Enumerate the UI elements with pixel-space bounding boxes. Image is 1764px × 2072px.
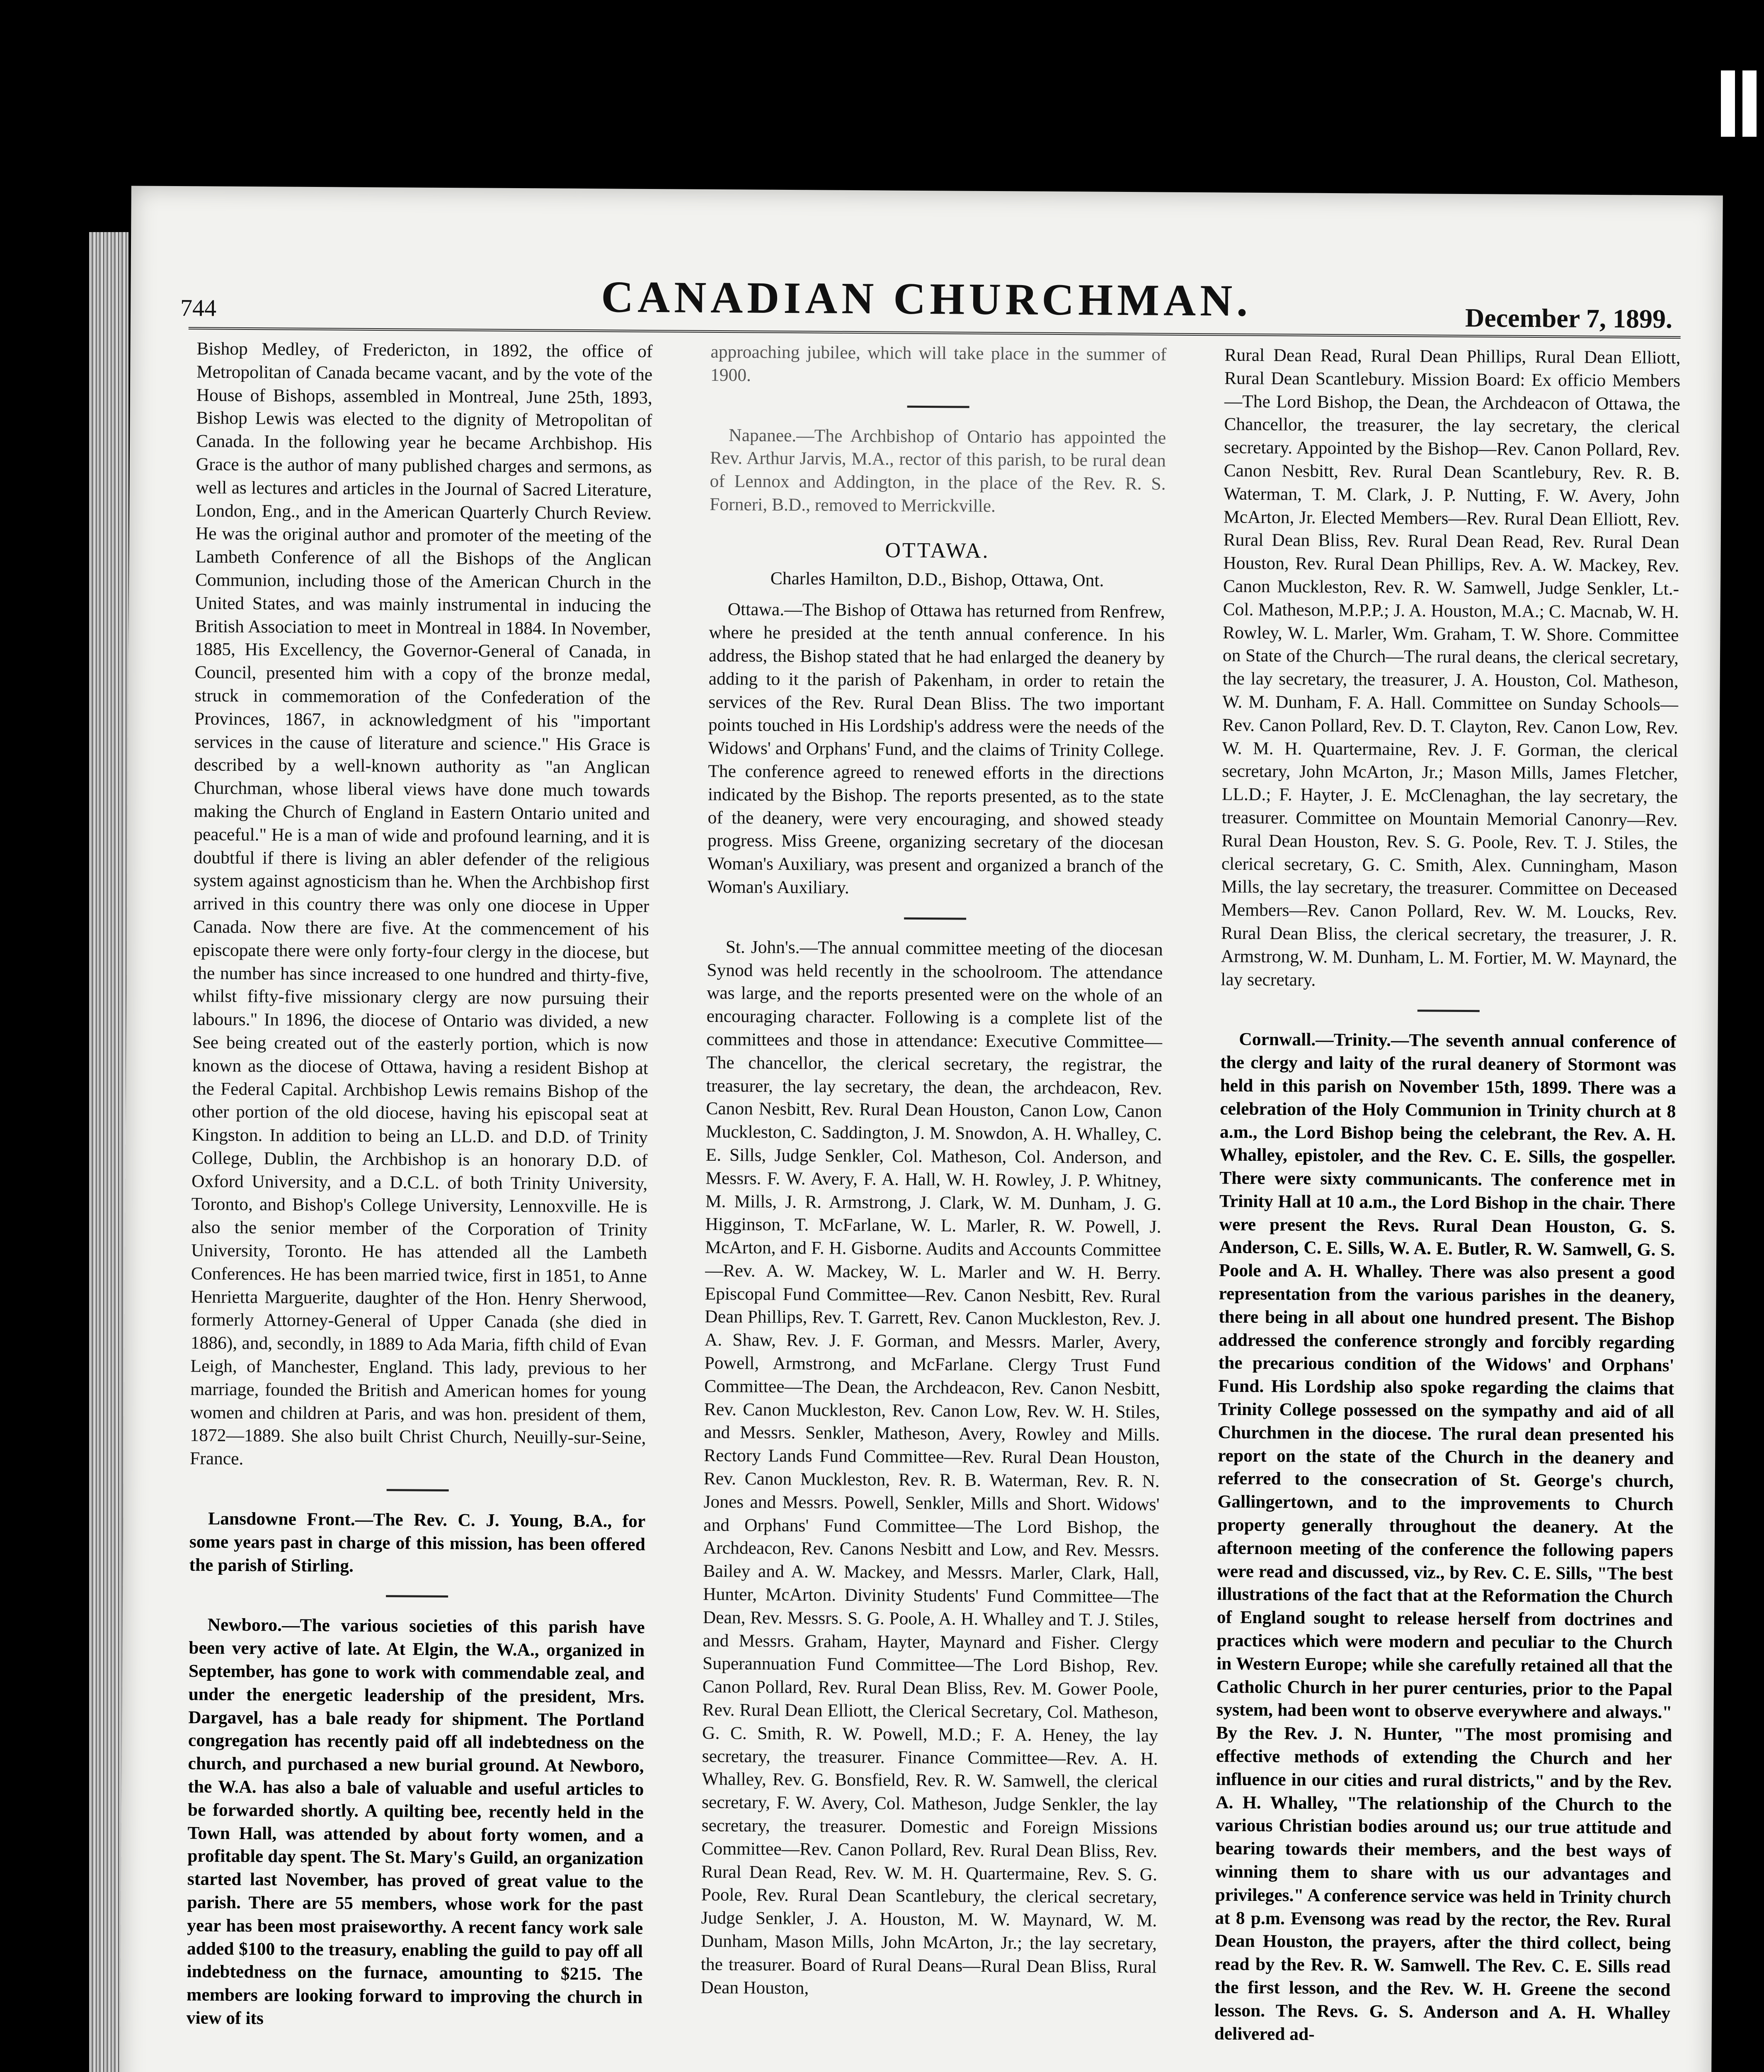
- article-paragraph: approaching jubilee, which will take place in the summer of 1900.: [710, 341, 1167, 385]
- separator: [1418, 1010, 1480, 1012]
- article-paragraph: Rural Dean Read, Rural Dean Phillips, Rural Dean Elliott, Rural Dean Scantlebury. Mission Board: Ex officio Members—The Lord Bishop, the Dean, the Archdeacon of Ottawa, the Chancellor, the treasurer, the lay secretary, the clerical secretary. Appointed by the Bishop—Rev. Canon Pollard, Rev. Canon Nesbitt, Rev. Rural Dean Scantlebury, Rev. R. B. Waterman, T. M. Clark, J. P. Nutting, F. W. Avery, John McArton, Jr. Elected Members—Rev. Rural Dean Elliott, Rev. Rural Dean Bliss, Rev. Rural Dean Read, Rev. Rural Dean Houston, Rev. Rural Dean Phillips, Rev. A. W. Mackey, Rev. Canon Muckleston, Rev. R. W. Samwell, Judge Senkler, Lt.-Col. Matheson, M.P.P.; J. A. Houston, M.A.; C. Macnab, W. H. Rowley, W. L. Marler, Wm. Graham, T. W. Shore. Committee on State of the Church—The rural deans, the clerical secretary, the lay secretary, the treasurer, J. A. Houston, Col. Matheson, W. M. Dunham, F. A. Hall. Committee on Sunday Schools—Rev. Canon Pollard, Rev. D. T. Clayton, Rev. Canon Low, Rev. W. M. H. Quartermaine, Rev. J. F. Gorman, the clerical secretary, John McArton, Jr.; Mason Mills, James Fletcher, LL.D.; F. Hayter, J. E. McClenaghan, the lay secretary, the treasurer. Committee on Mountain Memorial Canonry—Rev. Rural Dean Houston, Rev. S. G. Poole, Rev. T. J. Stiles, the clerical secretary, G. C. Smith, Alex. Cunningham, Mason Mills, the lay secretary, the treasurer. Committee on Deceased Members—Rev. Canon Pollard, Rev. W. M. Loucks, Rev. Rural Dean Bliss, the clerical secretary, the treasurer, J. R. Armstrong, W. M. Dunham, L. M. Fortier, M. W. Maynard, the lay secretary.: [1221, 345, 1681, 990]
- page-header: [131, 269, 1723, 336]
- article-paragraph: St. John's.—The annual committee meeting of the diocesan Synod was held recently in the schoolroom. The attendance was large, and the reports presented were on the whole of an encouraging character. Following is a complete list of the committees and those in attendance: Executive Committee—The chancellor, the clerical secretary, the registrar, the treasurer, the lay secretary, the dean, the archdeacon, Rev. Canon Nesbitt, Rev. Rural Dean Houston, Canon Low, Canon Muckleston, C. Saddington, J. M. Snowdon, A. H. Whalley, C. E. Sills, Judge Senkler, Col. Matheson, Col. Anderson, and Messrs. F. W. Avery, F. A. Hall, W. H. Rowley, J. P. Whitney, M. Mills, J. R. Armstrong, J. Clark, W. M. Dunham, J. G. Higginson, T. McFarlane, W. L. Marler, R. W. Powell, J. McArton, and F. H. Gisborne. Audits and Accounts Committee—Rev. A. W. Mackey, W. L. Marler and W. H. Berry. Episcopal Fund Committee—Rev. Canon Nesbitt, Rev. Rural Dean Phillips, Rev. T. Garrett, Rev. Canon Muckleston, Rev. J. A. Shaw, Rev. J. F. Gorman, and Messrs. Marler, Avery, Powell, Armstrong, and McFarlane. Clergy Trust Fund Committee—The Dean, the Archdeacon, Rev. Canon Nesbitt, Rev. Canon Muckleston, Rev. Canon Low, Rev. W. H. Stiles, and Messrs. Senkler, Matheson, Avery, Rowley and Mills. Rectory Lands Fund Committee—Rev. Rural Dean Houston, Rev. Canon Muckleston, Rev. R. B. Waterman, Rev. R. N. Jones and Messrs. Powell, Senkler, Mills and Short. Widows' and Orphans' Fund Committee—The Lord Bishop, the Archdeacon, Rev. Canons Nesbitt and Low, and Rev. Messrs. Bailey and A. W. Mackey, and Messrs. Marler, Clark, Hall, Hunter, McArton. Divinity Students' Fund Committee—The Dean, Rev. Messrs. S. G. Poole, A. H. Whalley and T. J. Stiles, and Messrs. Graham, Hayter, Maynard and Fisher. Clergy Superannuation Fund Committee—The Lord Bishop, Rev. Canon Pollard, Rev. Rural Dean Bliss, Rev. M. Gower Poole, Rev. Rural Dean Elliott, the Clerical Secretary, Col. Matheson, G. C. Smith, R. W. Powell, M.D.; F. A. Heney, the lay secretary, the treasurer. Finance Committee—Rev. A. H. Whalley, Rev. G. Bonsfield, Rev. R. W. Samwell, the clerical secretary, F. W. Avery, Col. Matheson, Judge Senkler, the lay secretary, the treasurer. Domestic and Foreign Missions Committee—Rev. Canon Pollard, Rev. Rural Dean Bliss, Rev. Rural Dean Read, Rev. W. M. H. Quartermaine, Rev. S. G. Poole, Rev. Rural Dean Scantlebury, the clerical secretary, Judge Senkler, J. A. Houston, M. W. Maynard, W. M. Dunham, Mason Mills, John McArton, Jr.; the lay secretary, the treasurer. Board of Rural Deans—Rural Dean Bliss, Rural Dean Houston,: [700, 937, 1163, 1998]
- article-paragraph: Lansdowne Front.—The Rev. C. J. Young, B.A., for some years past in charge of this mission, has been offered the parish of Stirling.: [189, 1508, 646, 1576]
- article-paragraph: Napanee.—The Archbishop of Ontario has appointed the Rev. Arthur Jarvis, M.A., rector of this parish, to be rural dean of Lennox and Addington, in the place of the Rev. R. S. Forneri, B.D., removed to Merrickville.: [710, 425, 1166, 516]
- separator: [907, 405, 969, 408]
- section-subheading: Charles Hamilton, D.D., Bishop, Ottawa, Ont.: [770, 568, 1104, 591]
- column-3: [1212, 344, 1681, 2072]
- newspaper-page: [117, 186, 1723, 2072]
- separator: [387, 1489, 449, 1491]
- article-paragraph: Newboro.—The various societies of this parish have been very active of late. At Elgin, the W.A., organized in September, has gone to work with commendable zeal, and under the energetic leadership of the president, Mrs. Dargavel, has a bale ready for shipment. The Portland congregation has recently paid off all indebtedness on the church, and purchased a new burial ground. At Newboro, the W.A. has also a bale of valuable and useful articles to be forwarded shortly. A quilting bee, recently held in the Town Hall, was attended by about forty women, and a profitable day spent. The St. Mary's Guild, an organization started last November, has proved of great value to the parish. There are 55 members, whose work for the past year has been most praiseworthy. A recent fancy work sale added $100 to the treasury, enabling the guild to pay off all indebtedness on the furnace, amounting to $215. The members are looking forward to improving the church in view of its: [186, 1615, 645, 2028]
- article-paragraph: Bishop Medley, of Fredericton, in 1892, the office of Metropolitan of Canada became vacant, and by the vote of the House of Bishops, assembled in Montreal, June 25th, 1893, Bishop Lewis was elected to the dignity of Metropolitan of Canada. In the following year he became Archbishop. His Grace is the author of many published charges and sermons, as well as lectures and articles in the Journal of Sacred Literature, London, Eng., and in the American Quarterly Church Review. He was the original author and promoter of the meeting of the Lambeth Conference of all the Bishops of the Anglican Communion, including those of the American Church in the United States, and was mainly instrumental in inducing the British Association to meet in Montreal in 1884. In November, 1885, His Excellency, the Governor-General of Canada, in Council, presented him with a copy of the bronze medal, struck in commemoration of the Confederation of the Provinces, 1867, in acknowledgment of his "important services in the cause of literature and science." His Grace is described by a well-known authority as "an Anglican Churchman, whose liberal views have done much towards making the Church of England in Eastern Ontario united and peaceful." He is a man of wide and profound learning, and it is doubtful if there is living an abler defender of the religious system against agnosticism than he. When the Archbishop first arrived in this country there was only one diocese in Upper Canada. Now there are five. At the commencement of his episcopate there were only forty-four clergy in the diocese, but the number has since increased to one hundred and thirty-five, whilst fifty-five missionary clergy are now pursuing their labours." In 1896, the diocese of Ontario was divided, a new See being created out of the easterly portion, which is now known as the diocese of Ottawa, having a resident Bishop at the Federal Capital. Archbishop Lewis remains Bishop of the other portion of the old diocese, having his episcopal seat at Kingston. In addition to being an LL.D. and D.D. of Trinity College, Dublin, the Archbishop is an honorary D.D. of Oxford University, and a D.C.L. of both Trinity University, Toronto, and Bishop's College University, Lennoxville. He is also the senior member of the Corporation of Trinity University, Toronto. He has attended all the Lambeth Conferences. He has been married twice, first in 1851, to Anne Henrietta Marguerite, daughter of the Hon. Henry Sherwood, formerly Attorney-General of Upper Canada (she died in 1886), and, secondly, in 1889 to Ada Maria, fifth child of Evan Leigh, of Manchester, England. This lady, previous to her marriage, founded the British and American homes for young women and children at Paris, and was hon. president of them, 1872—1889. She also built Christ Church, Neuilly-sur-Seine, France.: [189, 339, 653, 1469]
- masthead: CANADIAN CHURCHMAN.: [601, 272, 1252, 326]
- registration-mark: [1742, 70, 1757, 137]
- page-number: 744: [180, 294, 217, 322]
- column-2: [698, 341, 1167, 2072]
- column-1: [184, 337, 653, 2072]
- separator: [904, 917, 966, 920]
- section-heading: OTTAWA.: [885, 538, 990, 563]
- issue-date: December 7, 1899.: [1465, 303, 1673, 334]
- article-paragraph: Ottawa.—The Bishop of Ottawa has returned from Renfrew, where he presided at the tenth annual conference. In his address, the Bishop stated that he had enlarged the deanery by adding to it the parish of Pakenham, in order to retain the services of the Rev. Rural Dean Bliss. The two important points touched in His Lordship's address were the needs of the Widows' and Orphans' Fund, and the claims of Trinity College. The conference agreed to renewed efforts in the directions indicated by the Bishop. The reports presented, as to the state of the deanery, were very encouraging, and showed steady progress. Miss Greene, organizing secretary of the diocesan Woman's Auxiliary, was present and organized a branch of the Woman's Auxiliary.: [707, 599, 1165, 898]
- article-paragraph: Cornwall.—Trinity.—The seventh annual conference of the clergy and laity of the rural deanery of Stormont was held in this parish on November 15th, 1899. There was a celebration of the Holy Communion in Trinity church at 8 a.m., the Lord Bishop being the celebrant, the Rev. A. H. Whalley, epistoler, and the Rev. C. E. Sills, the gospeller. There were sixty communicants. The conference met in Trinity Hall at 10 a.m., the Lord Bishop in the chair. There were present the Revs. Rural Dean Houston, G. S. Anderson, C. E. Sills, W. A. E. Butler, R. W. Samwell, G. S. Poole and A. H. Whalley. There was also present a good representation from the various parishes in the deanery, there being in all about one hundred present. The Bishop addressed the conference strongly and forcibly regarding the precarious condition of the Widows' and Orphans' Fund. His Lordship also spoke regarding the claims that Trinity College possessed on the sympathy and aid of all Churchmen in the diocese. The rural dean presented his report on the state of the Church in the deanery and referred to the consecration of St. George's church, Gallingertown, and to the improvements to Church property generally throughout the deanery. At the afternoon meeting of the conference the following papers were read and discussed, viz., by Rev. C. E. Sills, "The best illustrations of the fact that at the Reformation the Church of England sought to release herself from doctrines and practices which were modern and peculiar to the Church in Western Europe; while she carefully retained all that the Catholic Church in her purer centuries, prior to the Papal system, had been wont to observe everywhere and always." By the Rev. J. N. Hunter, "The most promising and effective methods of extending the Church and her influence in our cities and rural districts," and by the Rev. A. H. Whalley, "The relationship of the Church to the various Christian bodies around us; our true attitude and bearing towards their members, and the best ways of winning them to share with us our advantages and privileges." A conference service was held in Trinity church at 8 p.m. Evensong was read by the rector, the Rev. Rural Dean Houston, the prayers, after the third collect, being read by the Rev. R. W. Samwell. The Rev. C. E. Sills read the first lesson, and the Rev. W. H. Greene the second lesson. The Revs. G. S. Anderson and A. H. Whalley delivered ad-: [1214, 1029, 1677, 2044]
- separator: [386, 1595, 448, 1598]
- registration-mark: [1721, 70, 1735, 137]
